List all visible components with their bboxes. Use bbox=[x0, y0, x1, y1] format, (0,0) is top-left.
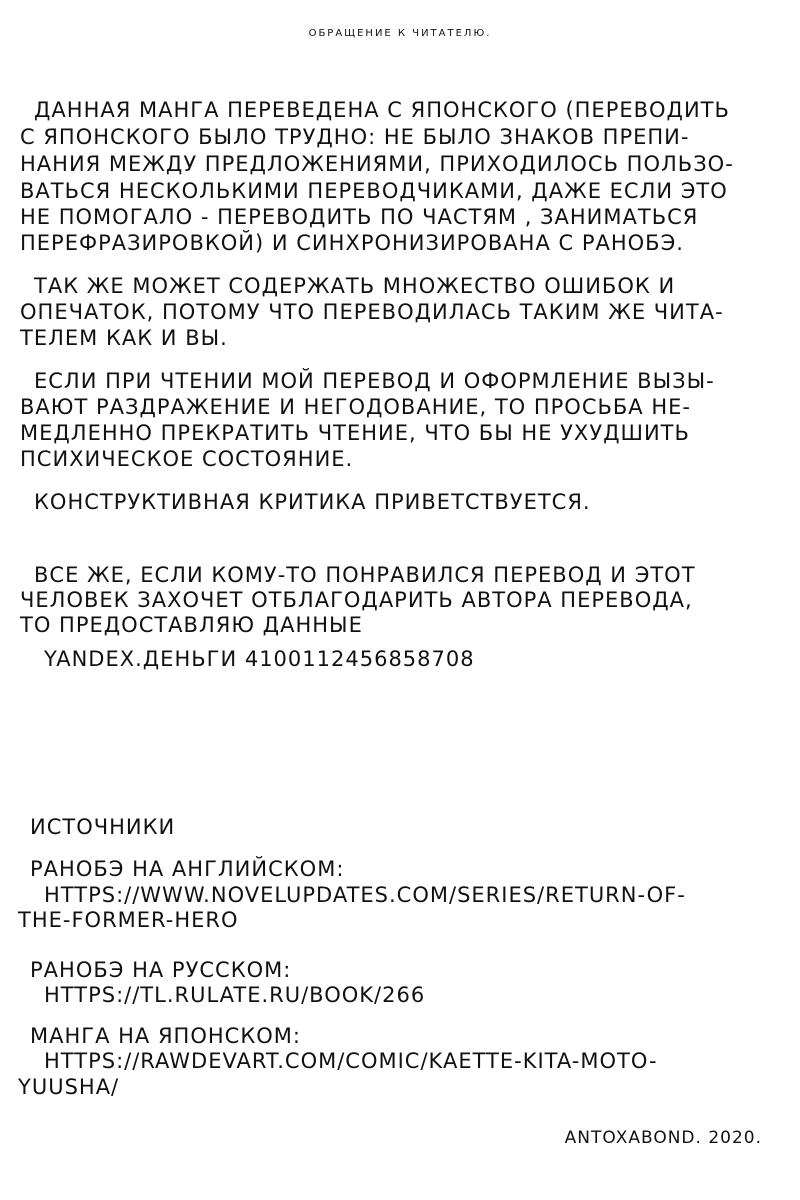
text-line: ВАЮТ РАЗДРАЖЕНИЕ И НЕГОДОВАНИЕ, ТО ПРОСЬБА НЕ- bbox=[20, 395, 691, 419]
source-link[interactable]: HTTPS://WWW.NOVELUPDATES.COM/SERIES/RETURN-OF- bbox=[44, 883, 686, 907]
text-line: КОНСТРУКТИВНАЯ КРИТИКА ПРИВЕТСТВУЕТСЯ. bbox=[34, 490, 591, 514]
text-line: ДАННАЯ МАНГА ПЕРЕВЕДЕНА С ЯПОНСКОГО (ПЕРЕВОДИТЬ bbox=[34, 98, 730, 122]
source-link[interactable]: YUUSHA/ bbox=[18, 1075, 120, 1099]
source-label: РАНОБЭ НА РУССКОМ: bbox=[30, 958, 292, 982]
text-line: ВАТЬСЯ НЕСКОЛЬКИМИ ПЕРЕВОДЧИКАМИ, ДАЖЕ ЕСЛИ ЭТО bbox=[20, 179, 728, 203]
text-line: ЕСЛИ ПРИ ЧТЕНИИ МОЙ ПЕРЕВОД И ОФОРМЛЕНИЕ ВЫЗЫ- bbox=[34, 369, 715, 393]
source-link[interactable]: THE-FORMER-HERO bbox=[18, 908, 239, 932]
text-line: ВСЕ ЖЕ, ЕСЛИ КОМУ-ТО ПОНРАВИЛСЯ ПЕРЕВОД И ЭТОТ bbox=[34, 563, 696, 587]
author-signature: ANTOXABOND. 2020. bbox=[564, 1128, 762, 1148]
text-line: ПЕРЕФРАЗИРОВКОЙ) И СИНХРОНИЗИРОВАНА С РАНОБЭ. bbox=[20, 231, 684, 255]
source-label: РАНОБЭ НА АНГЛИЙСКОМ: bbox=[30, 857, 345, 881]
text-line: НЕ ПОМОГАЛО - ПЕРЕВОДИТЬ ПО ЧАСТЯМ , ЗАНИМАТЬСЯ bbox=[20, 205, 699, 229]
text-line: МЕДЛЕННО ПРЕКРАТИТЬ ЧТЕНИЕ, ЧТО БЫ НЕ УХУДШИТЬ bbox=[20, 421, 690, 445]
text-line: ОПЕЧАТОК, ПОТОМУ ЧТО ПЕРЕВОДИЛАСЬ ТАКИМ ЖЕ ЧИТА- bbox=[20, 300, 724, 324]
source-label: МАНГА НА ЯПОНСКОМ: bbox=[30, 1024, 301, 1048]
text-line: С ЯПОНСКОГО БЫЛО ТРУДНО: НЕ БЫЛО ЗНАКОВ ПРЕПИ- bbox=[20, 125, 690, 149]
sources-heading: ИСТОЧНИКИ bbox=[30, 815, 176, 839]
source-link[interactable]: HTTPS://RAWDEVART.COM/COMIC/KAETTE-KITA-MOTO- bbox=[44, 1049, 658, 1073]
text-line: ТО ПРЕДОСТАВЛЯЮ ДАННЫЕ bbox=[20, 613, 363, 637]
payment-details: YANDEX.ДЕНЬГИ 4100112456858708 bbox=[44, 647, 475, 671]
text-line: ЧЕЛОВЕК ЗАХОЧЕТ ОТБЛАГОДАРИТЬ АВТОРА ПЕРЕВОДА, bbox=[20, 588, 693, 612]
page-title: ОБРАЩЕНИЕ К ЧИТАТЕЛЮ. bbox=[308, 28, 492, 39]
text-line: ТЕЛЕМ КАК И ВЫ. bbox=[20, 326, 228, 350]
text-line: НАНИЯ МЕЖДУ ПРЕДЛОЖЕНИЯМИ, ПРИХОДИЛОСЬ ПОЛЬЗО- bbox=[20, 152, 734, 176]
source-link[interactable]: HTTPS://TL.RULATE.RU/BOOK/266 bbox=[44, 983, 426, 1007]
text-line: ТАК ЖЕ МОЖЕТ СОДЕРЖАТЬ МНОЖЕСТВО ОШИБОК И bbox=[34, 274, 676, 298]
text-line: ПСИХИЧЕСКОЕ СОСТОЯНИЕ. bbox=[20, 447, 354, 471]
